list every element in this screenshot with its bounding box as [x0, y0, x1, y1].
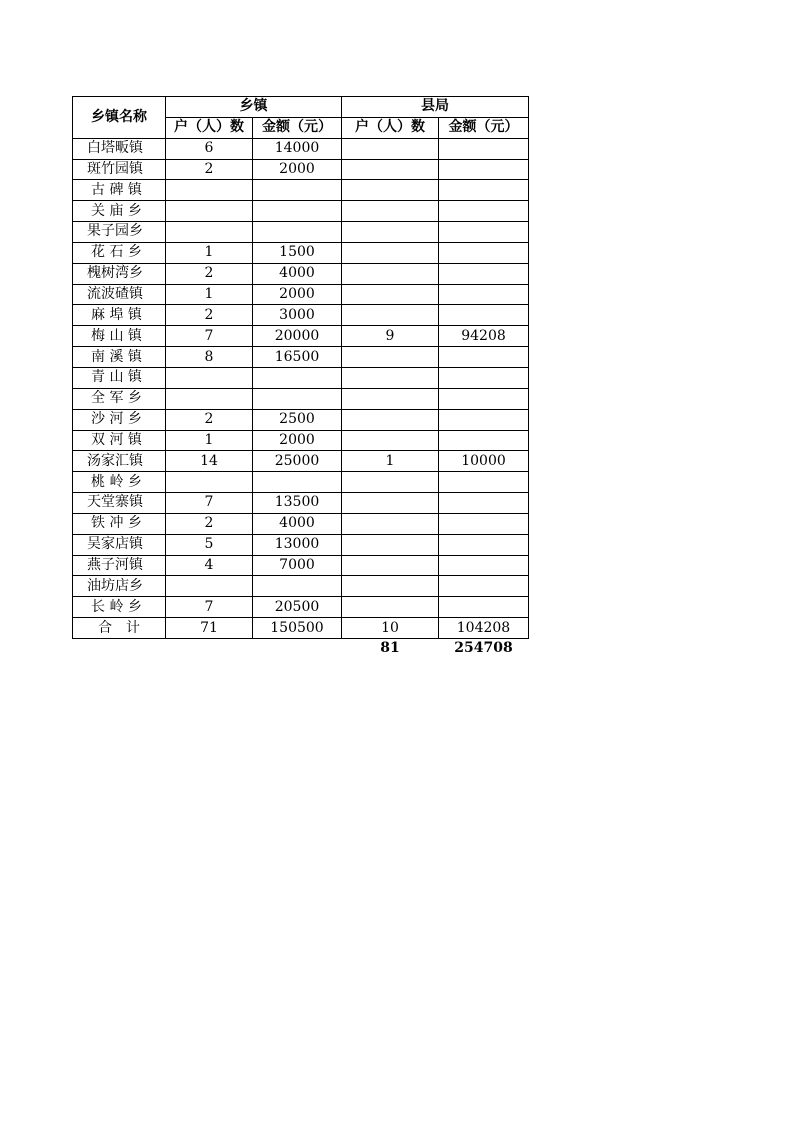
table-row	[73, 597, 529, 618]
county-amount-cell[interactable]	[439, 430, 529, 451]
table-row	[73, 263, 529, 284]
county-amount-cell[interactable]	[439, 597, 529, 618]
county-households-cell[interactable]	[342, 284, 439, 305]
table-row	[73, 367, 529, 388]
county-amount-cell[interactable]	[439, 493, 529, 514]
table-row	[73, 305, 529, 326]
town-name-cell[interactable]: 槐树湾乡	[73, 263, 166, 284]
table-row	[73, 493, 529, 514]
town-households-cell[interactable]: 2	[166, 263, 253, 284]
table-row	[73, 513, 529, 534]
header-group-town[interactable]: 乡镇	[166, 97, 342, 118]
town-households-cell[interactable]: 7	[166, 597, 253, 618]
header-row-1	[73, 97, 529, 118]
town-households-cell[interactable]: 2	[166, 305, 253, 326]
county-households-cell[interactable]	[342, 159, 439, 180]
county-amount-cell[interactable]	[439, 555, 529, 576]
county-amount-cell[interactable]	[439, 263, 529, 284]
table-row	[73, 534, 529, 555]
town-amount-cell[interactable]: 20500	[253, 597, 342, 618]
county-amount-cell[interactable]	[439, 472, 529, 493]
county-amount-cell[interactable]	[439, 242, 529, 263]
town-amount-cell[interactable]: 4000	[253, 263, 342, 284]
county-households-cell[interactable]	[342, 534, 439, 555]
county-households-cell[interactable]: 1	[342, 451, 439, 472]
table-row	[73, 430, 529, 451]
town-households-cell[interactable]	[166, 180, 253, 201]
town-amount-cell[interactable]: 3000	[253, 305, 342, 326]
total-town-households[interactable]: 71	[166, 618, 253, 639]
county-amount-cell[interactable]	[439, 180, 529, 201]
county-amount-cell[interactable]	[439, 388, 529, 409]
county-households-cell[interactable]	[342, 367, 439, 388]
table-row	[73, 242, 529, 263]
town-name-cell[interactable]: 关 庙 乡	[73, 201, 166, 222]
town-name-cell[interactable]: 花 石 乡	[73, 242, 166, 263]
town-households-cell[interactable]: 6	[166, 138, 253, 159]
town-households-cell[interactable]	[166, 472, 253, 493]
town-name-cell[interactable]: 梅 山 镇	[73, 326, 166, 347]
header-group-county[interactable]: 县局	[342, 97, 529, 118]
town-name-cell[interactable]: 果子园乡	[73, 222, 166, 243]
total-county-households[interactable]: 10	[342, 618, 439, 639]
town-name-cell[interactable]: 流波碴镇	[73, 284, 166, 305]
town-name-cell[interactable]: 白塔畈镇	[73, 138, 166, 159]
header-town-households[interactable]: 户（人）数	[166, 117, 253, 138]
grand-total-amount[interactable]: 254708	[439, 638, 529, 658]
county-amount-cell[interactable]	[439, 513, 529, 534]
total-town-amount[interactable]: 150500	[253, 618, 342, 639]
table-row	[73, 284, 529, 305]
county-amount-cell[interactable]	[439, 284, 529, 305]
table-row	[73, 326, 529, 347]
table-row	[73, 576, 529, 597]
town-households-cell[interactable]: 5	[166, 534, 253, 555]
town-households-cell[interactable]: 7	[166, 493, 253, 514]
county-households-cell[interactable]	[342, 222, 439, 243]
table-row	[73, 222, 529, 243]
town-amount-cell[interactable]	[253, 367, 342, 388]
county-households-cell[interactable]	[342, 493, 439, 514]
town-households-cell[interactable]	[166, 388, 253, 409]
county-amount-cell[interactable]	[439, 347, 529, 368]
town-households-cell[interactable]: 2	[166, 159, 253, 180]
town-households-cell[interactable]: 2	[166, 513, 253, 534]
town-amount-cell[interactable]: 4000	[253, 513, 342, 534]
town-amount-cell[interactable]: 20000	[253, 326, 342, 347]
county-amount-cell[interactable]	[439, 409, 529, 430]
town-name-cell[interactable]: 吴家店镇	[73, 534, 166, 555]
county-amount-cell[interactable]: 94208	[439, 326, 529, 347]
town-amount-cell[interactable]: 16500	[253, 347, 342, 368]
town-name-cell[interactable]: 麻 埠 镇	[73, 305, 166, 326]
county-amount-cell[interactable]	[439, 367, 529, 388]
header-county-households[interactable]: 户（人）数	[342, 117, 439, 138]
town-households-cell[interactable]	[166, 201, 253, 222]
county-households-cell[interactable]	[342, 388, 439, 409]
county-amount-cell[interactable]	[439, 138, 529, 159]
county-amount-cell[interactable]	[439, 534, 529, 555]
town-amount-cell[interactable]	[253, 180, 342, 201]
table-row	[73, 472, 529, 493]
town-amount-cell[interactable]: 13500	[253, 493, 342, 514]
town-name-cell[interactable]: 桃 岭 乡	[73, 472, 166, 493]
town-name-cell[interactable]: 天堂寨镇	[73, 493, 166, 514]
town-name-cell[interactable]: 沙 河 乡	[73, 409, 166, 430]
county-households-cell[interactable]	[342, 347, 439, 368]
table-row	[73, 347, 529, 368]
town-name-cell[interactable]: 长 岭 乡	[73, 597, 166, 618]
town-name-cell[interactable]: 铁 冲 乡	[73, 513, 166, 534]
county-households-cell[interactable]	[342, 242, 439, 263]
town-households-cell[interactable]: 1	[166, 430, 253, 451]
town-amount-cell[interactable]: 25000	[253, 451, 342, 472]
table-row	[73, 451, 529, 472]
town-households-cell[interactable]: 4	[166, 555, 253, 576]
town-amount-cell[interactable]	[253, 388, 342, 409]
county-households-cell[interactable]	[342, 576, 439, 597]
town-amount-cell[interactable]: 2000	[253, 430, 342, 451]
header-town-amount[interactable]: 金额（元）	[253, 117, 342, 138]
total-label[interactable]: 合 计	[73, 618, 166, 639]
town-name-cell[interactable]: 古 碑 镇	[73, 180, 166, 201]
grand-total-empty-3[interactable]	[253, 638, 342, 658]
town-amount-cell[interactable]: 2000	[253, 159, 342, 180]
county-amount-cell[interactable]	[439, 305, 529, 326]
town-households-cell[interactable]	[166, 367, 253, 388]
town-households-cell[interactable]: 2	[166, 409, 253, 430]
town-amount-cell[interactable]: 1500	[253, 242, 342, 263]
town-amount-cell[interactable]: 2000	[253, 284, 342, 305]
town-households-cell[interactable]: 8	[166, 347, 253, 368]
town-name-cell[interactable]: 汤家汇镇	[73, 451, 166, 472]
town-households-cell[interactable]	[166, 222, 253, 243]
county-amount-cell[interactable]	[439, 576, 529, 597]
town-name-cell[interactable]: 斑竹园镇	[73, 159, 166, 180]
table-row	[73, 201, 529, 222]
town-households-cell[interactable]	[166, 576, 253, 597]
town-amount-cell[interactable]: 7000	[253, 555, 342, 576]
total-row	[73, 618, 529, 639]
grand-total-empty-1[interactable]	[73, 638, 166, 658]
town-name-cell[interactable]: 油坊店乡	[73, 576, 166, 597]
county-households-cell[interactable]	[342, 409, 439, 430]
grand-total-empty-2[interactable]	[166, 638, 253, 658]
spreadsheet-page	[72, 96, 529, 659]
subsidy-table	[72, 96, 529, 659]
table-row	[73, 180, 529, 201]
county-amount-cell[interactable]	[439, 201, 529, 222]
county-amount-cell[interactable]	[439, 222, 529, 243]
header-town-name[interactable]: 乡镇名称	[73, 97, 166, 139]
table-row	[73, 138, 529, 159]
table-row	[73, 555, 529, 576]
table-row	[73, 409, 529, 430]
town-amount-cell[interactable]: 2500	[253, 409, 342, 430]
county-households-cell[interactable]	[342, 597, 439, 618]
town-amount-cell[interactable]: 13000	[253, 534, 342, 555]
county-households-cell[interactable]	[342, 555, 439, 576]
town-households-cell[interactable]: 1	[166, 242, 253, 263]
total-county-amount[interactable]: 104208	[439, 618, 529, 639]
county-amount-cell[interactable]	[439, 159, 529, 180]
county-households-cell[interactable]	[342, 472, 439, 493]
town-amount-cell[interactable]	[253, 472, 342, 493]
table-body	[73, 138, 529, 617]
county-households-cell[interactable]: 9	[342, 326, 439, 347]
county-households-cell[interactable]	[342, 430, 439, 451]
grand-total-households[interactable]: 81	[342, 638, 439, 658]
county-households-cell[interactable]	[342, 138, 439, 159]
table-row	[73, 388, 529, 409]
grand-total-row	[73, 638, 529, 658]
town-amount-cell[interactable]: 14000	[253, 138, 342, 159]
header-county-amount[interactable]: 金额（元）	[439, 117, 529, 138]
town-amount-cell[interactable]	[253, 201, 342, 222]
table-row	[73, 159, 529, 180]
town-households-cell[interactable]: 7	[166, 326, 253, 347]
town-households-cell[interactable]: 14	[166, 451, 253, 472]
town-households-cell[interactable]: 1	[166, 284, 253, 305]
county-households-cell[interactable]	[342, 263, 439, 284]
town-name-cell[interactable]: 全 军 乡	[73, 388, 166, 409]
county-households-cell[interactable]	[342, 201, 439, 222]
town-amount-cell[interactable]	[253, 576, 342, 597]
county-households-cell[interactable]	[342, 180, 439, 201]
town-name-cell[interactable]: 南 溪 镇	[73, 347, 166, 368]
town-amount-cell[interactable]	[253, 222, 342, 243]
town-name-cell[interactable]: 燕子河镇	[73, 555, 166, 576]
town-name-cell[interactable]: 青 山 镇	[73, 367, 166, 388]
county-amount-cell[interactable]: 10000	[439, 451, 529, 472]
county-households-cell[interactable]	[342, 305, 439, 326]
county-households-cell[interactable]	[342, 513, 439, 534]
town-name-cell[interactable]: 双 河 镇	[73, 430, 166, 451]
